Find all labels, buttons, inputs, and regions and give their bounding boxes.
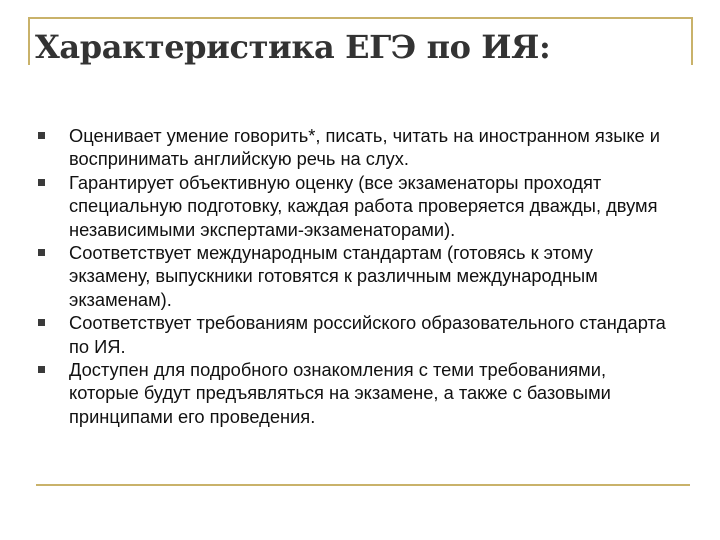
bullet-text: Оценивает умение говорить*, писать, читать на иностранном языке и воспринимать английскую речь на слух.	[69, 125, 660, 170]
title-frame-top-line	[28, 17, 692, 19]
bullet-list	[38, 124, 668, 428]
bullet-text: Соответствует международным стандартам (готовясь к этому экзамену, выпускники готовятся к различным международным экзаменам).	[69, 242, 598, 310]
list-item	[38, 311, 668, 358]
slide-title: Характеристика ЕГЭ по ИЯ:	[35, 28, 551, 66]
square-bullet-icon	[38, 249, 45, 256]
list-item	[38, 171, 668, 241]
bottom-divider	[36, 484, 690, 486]
bullet-text: Соответствует требованиям российского образовательного стандарта по ИЯ.	[69, 312, 666, 357]
square-bullet-icon	[38, 319, 45, 326]
list-item	[38, 241, 668, 311]
list-item	[38, 124, 668, 171]
square-bullet-icon	[38, 179, 45, 186]
bullet-text: Доступен для подробного ознакомления с теми требованиями, которые будут предъявляться на экзамене, а также с базовыми принципами его проведения.	[69, 359, 611, 427]
square-bullet-icon	[38, 366, 45, 373]
square-bullet-icon	[38, 132, 45, 139]
bullet-text: Гарантирует объективную оценку (все экзаменаторы проходят специальную подготовку, каждая работа проверяется дважды, двумя независимыми экспертами-экзаменаторами).	[69, 171, 658, 240]
list-item	[38, 358, 668, 428]
title-frame-left-line	[28, 17, 30, 65]
title-frame-right-line	[691, 17, 693, 65]
